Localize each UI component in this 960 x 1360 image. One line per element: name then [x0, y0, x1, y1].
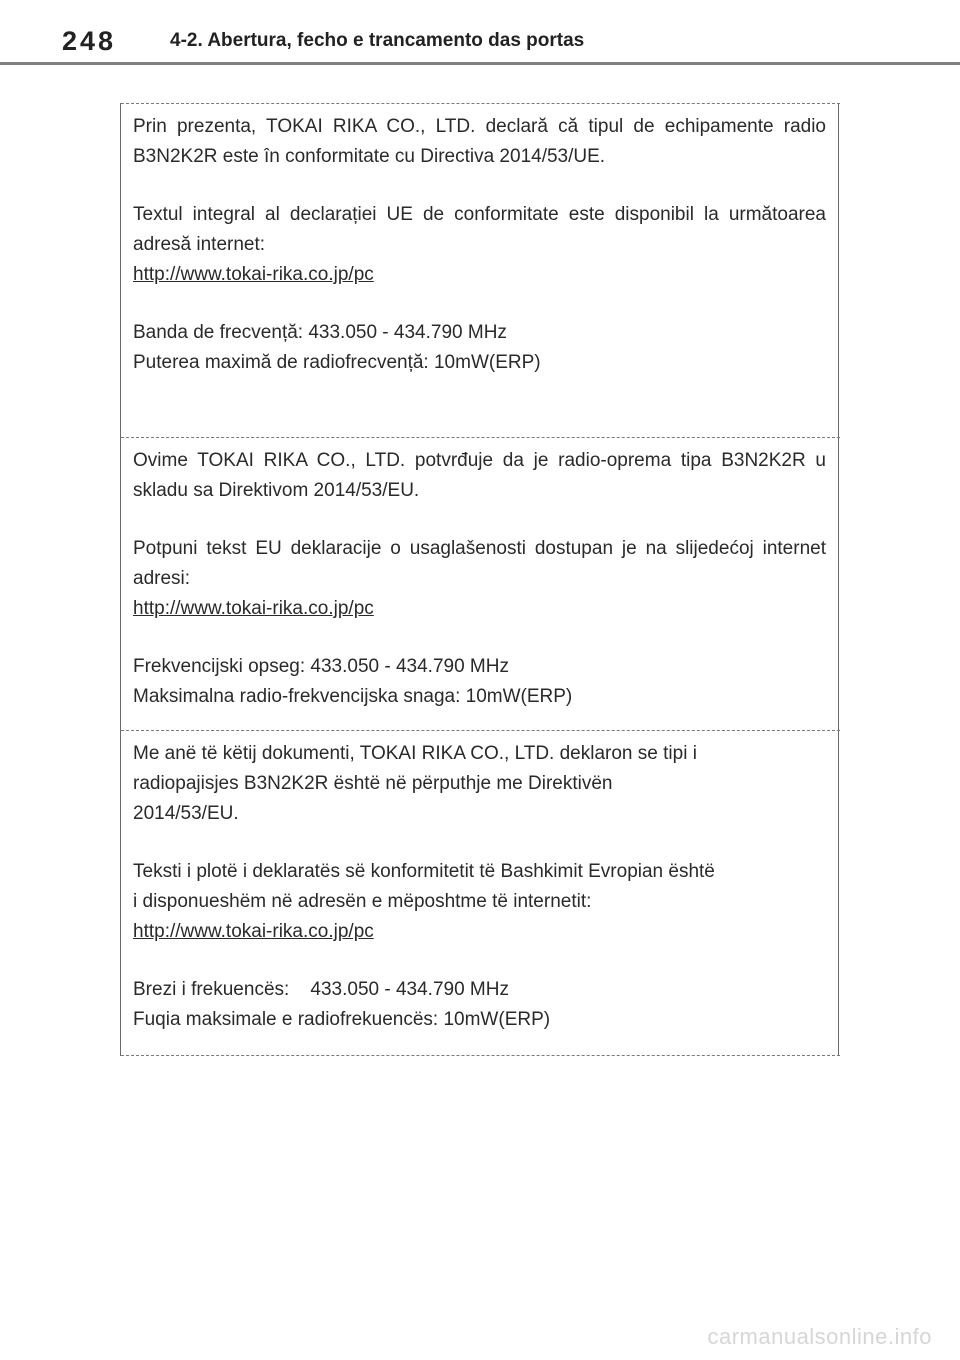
- frequency-band: Frekvencijski opseg: 433.050 - 434.790 MHz: [133, 656, 509, 677]
- section-albanian: [121, 730, 840, 1056]
- full-text-line: i disponueshëm në adresën e mëposhtme të internetit:: [133, 891, 592, 912]
- max-power: Maksimalna radio-frekvencijska snaga: 10mW(ERP): [133, 686, 573, 707]
- declaration-text: Ovime TOKAI RIKA CO., LTD. potvrđuje da je radio-oprema tipa B3N2K2R u skladu sa Direktivom 2014/53/EU.: [133, 450, 826, 501]
- frequency-band: Brezi i frekuencës: 433.050 - 434.790 MHz: [133, 979, 509, 1000]
- full-text-intro: Potpuni tekst EU deklaracije o usaglašenosti dostupan je na slijedećoj internet adresi:: [133, 538, 826, 589]
- declaration-url-link[interactable]: http://www.tokai-rika.co.jp/pc: [133, 921, 374, 942]
- chapter-title: 4-2. Abertura, fecho e trancamento das portas: [170, 30, 585, 51]
- declaration-url-link[interactable]: http://www.tokai-rika.co.jp/pc: [133, 264, 374, 285]
- max-power: Fuqia maksimale e radiofrekuencës: 10mW(ERP): [133, 1009, 551, 1030]
- declaration-text: Prin prezenta, TOKAI RIKA CO., LTD. declară că tipul de echipamente radio B3N2K2R este în conformitate cu Directiva 2014/53/UE.: [133, 116, 826, 167]
- header-divider: [0, 62, 960, 65]
- section-romanian: [121, 103, 840, 378]
- max-power: Puterea maximă de radiofrecvență: 10mW(ERP): [133, 352, 541, 373]
- declaration-box: [120, 103, 839, 1056]
- watermark-brand: carmanualsonline.info: [707, 1324, 932, 1349]
- frequency-band: Banda de frecvență: 433.050 - 434.790 MHz: [133, 322, 507, 343]
- declaration-line: radiopajisjes B3N2K2R është në përputhje me Direktivën: [133, 773, 613, 794]
- declaration-line: 2014/53/EU.: [133, 803, 239, 824]
- page-header: [0, 0, 960, 64]
- full-text-intro: Textul integral al declarației UE de conformitate este disponibil la următoarea adresă internet:: [133, 204, 826, 255]
- declaration-url-link[interactable]: http://www.tokai-rika.co.jp/pc: [133, 598, 374, 619]
- section-croatian: [121, 437, 840, 712]
- full-text-line: Teksti i plotë i deklaratës së konformitetit të Bashkimit Evropian është: [133, 861, 715, 882]
- page-number: 248: [62, 26, 117, 56]
- declaration-line: Me anë të këtij dokumenti, TOKAI RIKA CO., LTD. deklaron se tipi i: [133, 743, 697, 764]
